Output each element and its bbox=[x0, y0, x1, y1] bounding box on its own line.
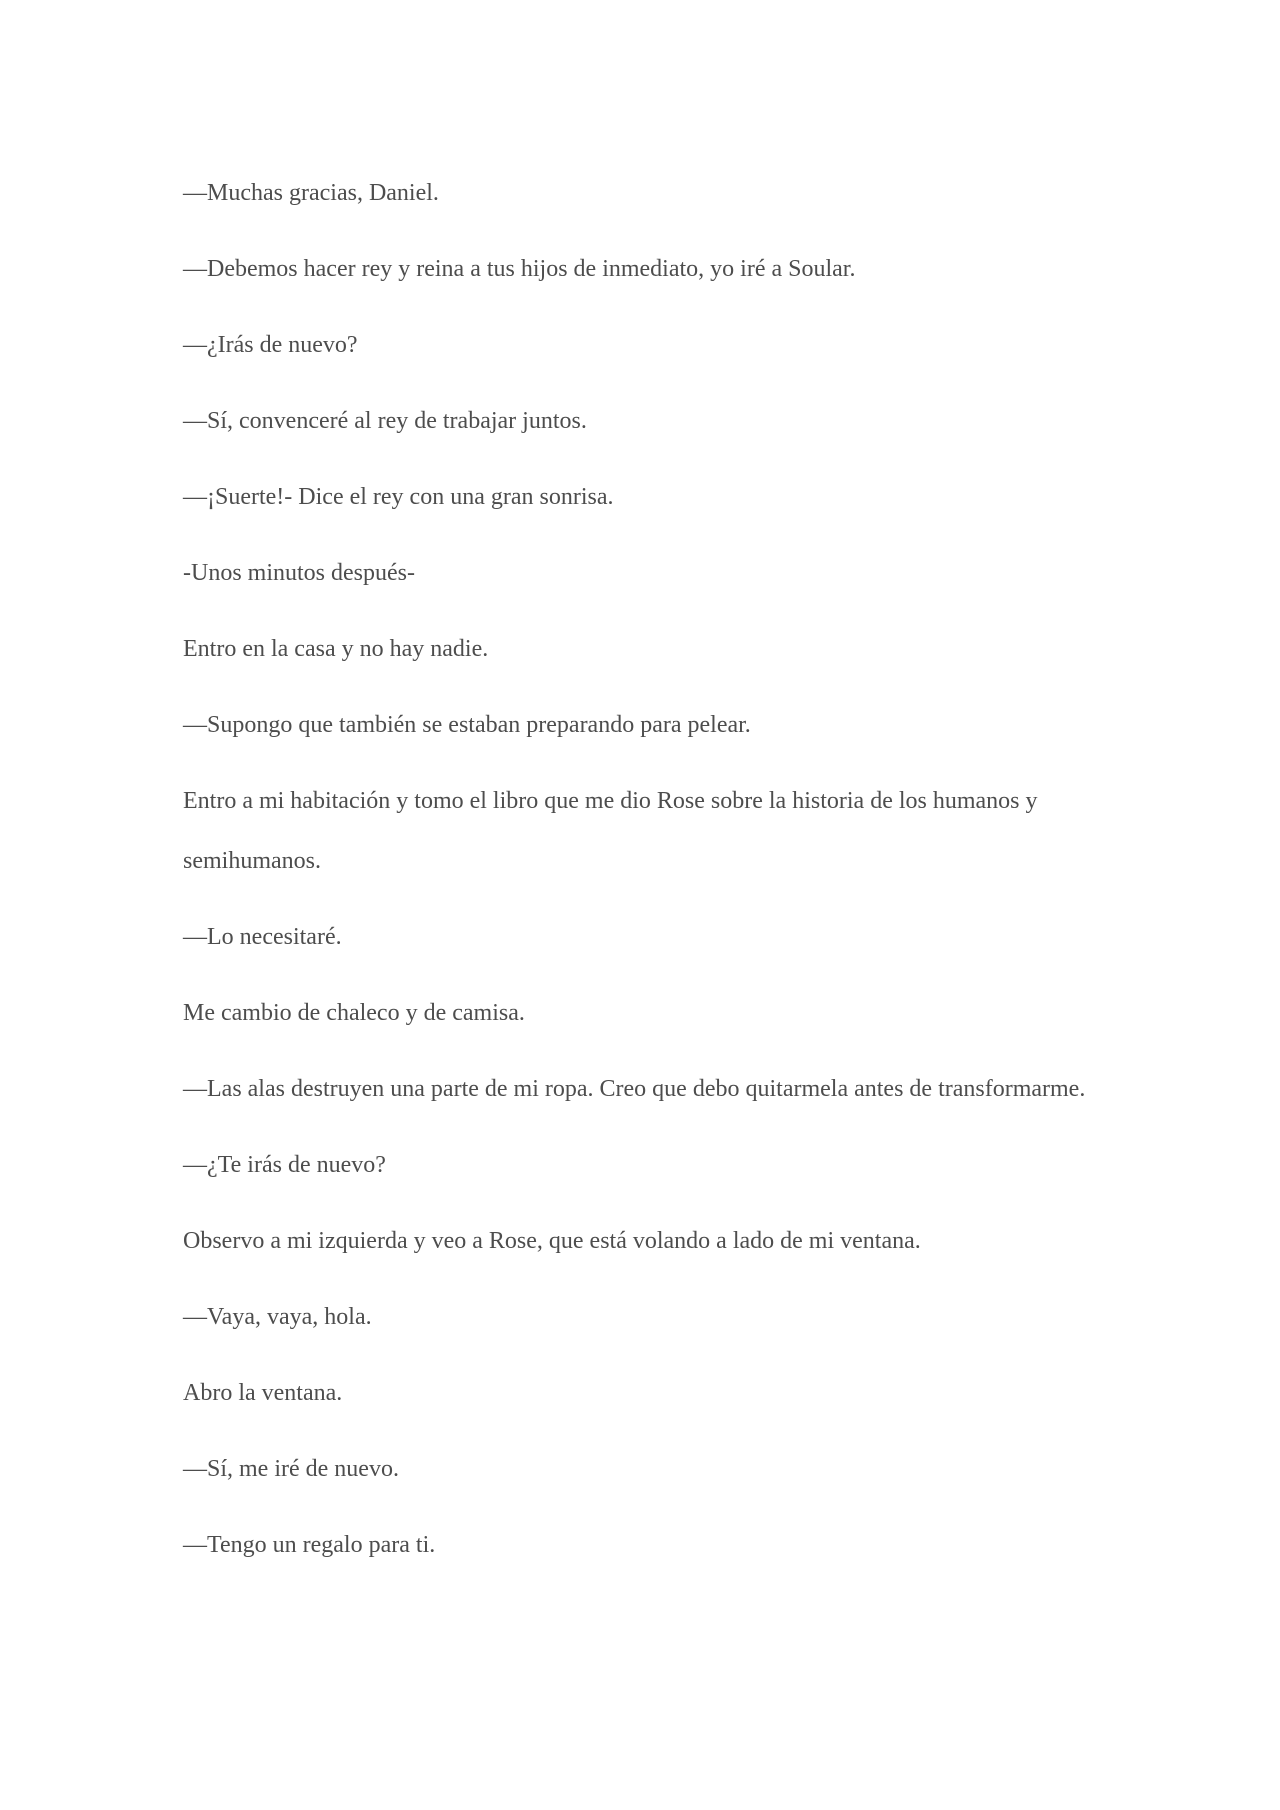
paragraph: Entro a mi habitación y tomo el libro que me dio Rose sobre la historia de los humanos y semihumanos. bbox=[183, 788, 1038, 874]
paragraph: —¡Suerte!- Dice el rey con una gran sonrisa. bbox=[183, 484, 614, 510]
paragraph: Observo a mi izquierda y veo a Rose, que está volando a lado de mi ventana. bbox=[183, 1228, 921, 1254]
paragraph: —Muchas gracias, Daniel. bbox=[183, 180, 439, 206]
paragraph: —Debemos hacer rey y reina a tus hijos de inmediato, yo iré a Soular. bbox=[183, 256, 856, 282]
paragraph: —Vaya, vaya, hola. bbox=[183, 1304, 372, 1330]
paragraph: Abro la ventana. bbox=[183, 1380, 343, 1406]
paragraph: —Supongo que también se estaban preparando para pelear. bbox=[183, 712, 751, 738]
paragraph: —Tengo un regalo para ti. bbox=[183, 1532, 436, 1558]
paragraph: —Las alas destruyen una parte de mi ropa. Creo que debo quitarmela antes de transformarme. bbox=[183, 1076, 1086, 1102]
paragraph: Entro en la casa y no hay nadie. bbox=[183, 636, 489, 662]
paragraph: Me cambio de chaleco y de camisa. bbox=[183, 1000, 525, 1026]
paragraph: —Sí, me iré de nuevo. bbox=[183, 1456, 399, 1482]
paragraph: —¿Te irás de nuevo? bbox=[183, 1152, 386, 1178]
paragraph: —¿Irás de nuevo? bbox=[183, 332, 358, 358]
paragraph: —Lo necesitaré. bbox=[183, 924, 342, 950]
document-body bbox=[183, 178, 1103, 1606]
paragraph: -Unos minutos después- bbox=[183, 560, 415, 586]
paragraph: —Sí, convenceré al rey de trabajar juntos. bbox=[183, 408, 587, 434]
